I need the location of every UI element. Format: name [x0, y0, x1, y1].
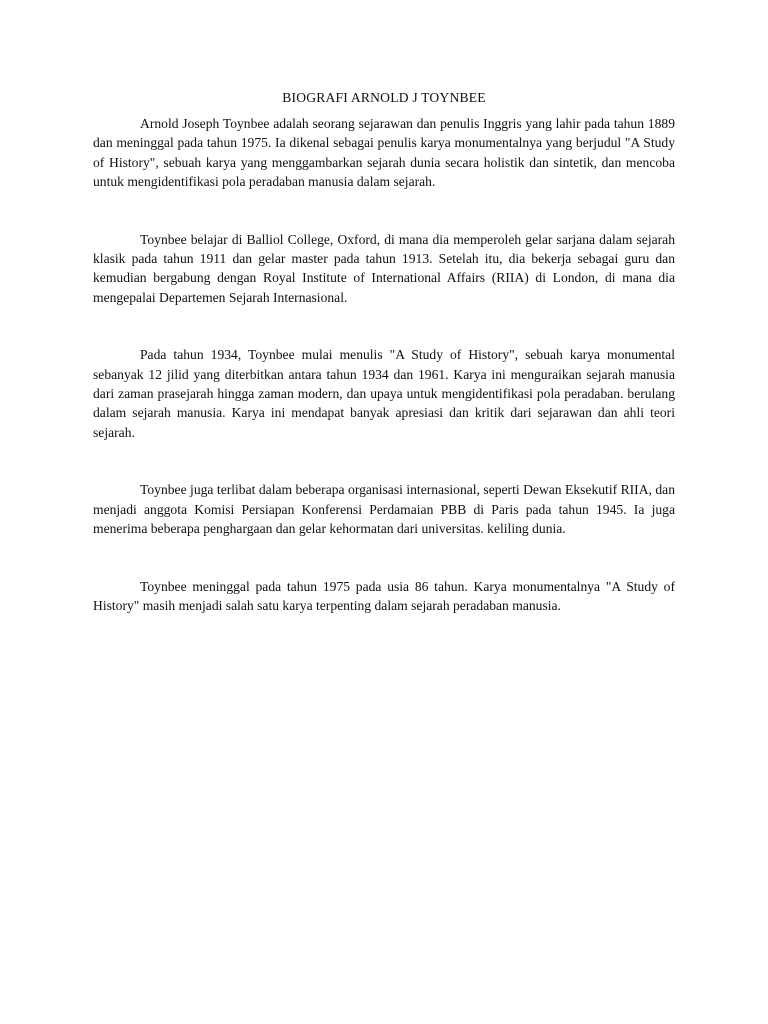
paragraph-study-of-history: Pada tahun 1934, Toynbee mulai menulis "A Study of History", sebuah karya monumental sebanyak 12 jilid yang diterbitkan antara tahun 1934 dan 1961. Karya ini menguraikan sejarah manusia dari zaman prasejarah hingga zaman modern, dan upaya untuk mengidentifikasi pola peradaban. berulang dalam sejarah manusia. Karya ini mendapat banyak apresiasi dan kritik dari sejarawan dan ahli teori sejarah. — [93, 347, 675, 440]
paragraph-introduction: Arnold Joseph Toynbee adalah seorang sejarawan dan penulis Inggris yang lahir pada tahun 1889 dan meninggal pada tahun 1975. Ia dikenal sebagai penulis karya monumentalnya yang berjudul "A Study of History", sebuah karya yang menggambarkan sejarah dunia secara holistik dan sintetik, dan mencoba untuk mengidentifikasi pola peradaban manusia dalam sejarah. — [93, 116, 675, 190]
paragraph-death-legacy: Toynbee meninggal pada tahun 1975 pada usia 86 tahun. Karya monumentalnya "A Study of History" masih menjadi salah satu karya terpenting dalam sejarah peradaban manusia. — [93, 578, 675, 613]
paragraph-education: Toynbee belajar di Balliol College, Oxford, di mana dia memperoleh gelar sarjana dalam sejarah klasik pada tahun 1911 dan gelar master pada tahun 1913. Setelah itu, dia bekerja sebagai guru dan kemudian bergabung dengan Royal Institute of International Affairs (RIIA) di London, di mana dia mengepalai Departemen Sejarah Internasional. — [93, 231, 675, 305]
document-title: BIOGRAFI ARNOLD J TOYNBEE — [282, 90, 486, 105]
document-body — [93, 87, 675, 615]
paragraph-international-work: Toynbee juga terlibat dalam beberapa organisasi internasional, seperti Dewan Eksekutif RIIA, dan menjadi anggota Komisi Persiapan Konferensi Perdamaian PBB di Paris pada tahun 1945. Ia juga menerima beberapa penghargaan dan gelar kehormatan dari universitas. keliling dunia. — [93, 482, 675, 537]
